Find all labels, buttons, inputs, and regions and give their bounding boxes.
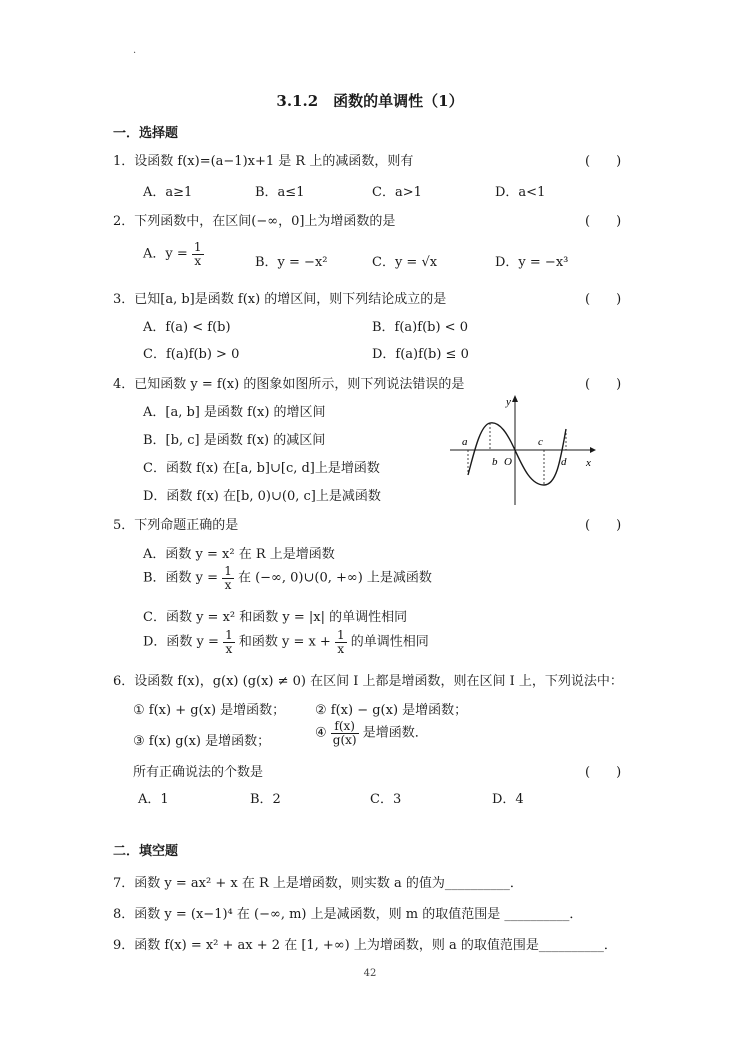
q3-option-c: C．f(a)f(b) > 0 xyxy=(143,347,240,362)
q2-option-b: B．y = −x² xyxy=(255,255,328,270)
q3-option-b: B．f(a)f(b) < 0 xyxy=(372,320,468,335)
q2-stem: 2．下列函数中，在区间(−∞，0]上为增函数的是 xyxy=(113,214,396,229)
fraction-numerator: 1 xyxy=(336,628,345,642)
q6-statement-3: ③ f(x) g(x) 是增函数； xyxy=(133,734,271,749)
q1-option-d: D．a<1 xyxy=(495,185,546,200)
q8-text: 8．函数 y = (x−1)⁴ 在 (−∞, m) 上是减函数，则 m 的取值范围是 __________． xyxy=(113,907,583,922)
q5-option-d-mid: 和函数 y = x + xyxy=(234,634,335,650)
page-number: 42 xyxy=(363,968,377,979)
q2-option-d: D．y = −x³ xyxy=(495,255,569,270)
fraction-numerator: 1 xyxy=(193,240,202,254)
q5-option-c: C．函数 y = x² 和函数 y = |x| 的单调性相同 xyxy=(143,610,408,625)
q2-option-c: C．y = √x xyxy=(372,255,438,270)
fraction-denominator: x xyxy=(194,253,202,268)
section-choice-title: 一．选择题 xyxy=(113,126,179,141)
scan-speck: · xyxy=(133,48,137,59)
q4-option-b: B．[b, c] 是函数 f(x) 的减区间 xyxy=(143,433,326,448)
q3-stem: 3．已知[a, b]是函数 f(x) 的增区间，则下列结论成立的是 xyxy=(113,292,447,307)
q5-option-d xyxy=(143,629,429,655)
section-fill-title: 二．填空题 xyxy=(113,844,179,859)
q5-option-b xyxy=(143,565,432,591)
q5-option-d-fraction-2 xyxy=(335,629,347,655)
q5-option-a: A．函数 y = x² 在 R 上是增函数 xyxy=(143,547,335,562)
fraction-numerator: 1 xyxy=(224,564,232,578)
q4-option-a: A．[a, b] 是函数 f(x) 的增区间 xyxy=(143,405,326,420)
q5-stem: 5．下列命题正确的是 xyxy=(113,518,239,533)
q5-option-b-prefix: B．函数 y = xyxy=(143,570,223,586)
q7-text: 7．函数 y = ax² + x 在 R 上是增函数，则实数 a 的值为__________． xyxy=(113,876,523,891)
q4-option-c: C．函数 f(x) 在[a, b]∪[c, d]上是增函数 xyxy=(143,461,380,476)
q9-text: 9．函数 f(x) = x² + ax + 2 在 [1, +∞) 上为增函数，则 a 的取值范围是__________． xyxy=(113,938,617,953)
q6-statement-4-prefix: ④ xyxy=(315,725,331,741)
q1-answer-paren: ( ) xyxy=(585,154,622,169)
fraction-denominator: g(x) xyxy=(332,732,357,747)
q2-option-a xyxy=(143,241,204,267)
q5-option-d-suffix: 的单调性相同 xyxy=(346,634,429,650)
q2-answer-paren: ( ) xyxy=(585,214,622,229)
q4-answer-paren: ( ) xyxy=(585,377,622,392)
q2-option-a-fraction xyxy=(192,241,204,267)
q6-option-d: D．4 xyxy=(492,792,524,807)
q1-option-b: B．a≤1 xyxy=(255,185,305,200)
graph-label-origin: O xyxy=(504,456,512,468)
graph-label-a: a xyxy=(462,436,468,448)
graph-label-b: b xyxy=(492,456,498,468)
graph-label-c: c xyxy=(538,436,543,448)
q1-option-c: C．a>1 xyxy=(372,185,422,200)
q2-option-a-prefix: A．y = xyxy=(143,246,192,262)
graph-label-d: d xyxy=(561,456,567,468)
q5-option-b-fraction xyxy=(222,565,234,591)
q5-answer-paren: ( ) xyxy=(585,518,622,533)
graph-label-x: x xyxy=(586,457,591,469)
graph-label-y: y xyxy=(506,396,511,408)
q3-answer-paren: ( ) xyxy=(585,292,622,307)
x-axis-arrow-icon xyxy=(590,447,596,453)
q6-option-b: B．2 xyxy=(250,792,281,807)
fraction-numerator: 1 xyxy=(225,628,233,642)
q6-statement-4-suffix: 是增函数． xyxy=(358,725,428,741)
q6-statement-2: ② f(x) − g(x) 是增函数； xyxy=(315,703,468,718)
q3-option-d: D．f(a)f(b) ≤ 0 xyxy=(372,347,469,362)
q6-option-c: C．3 xyxy=(370,792,402,807)
q4-function-graph xyxy=(448,393,598,508)
q5-option-b-suffix: 在 (−∞, 0)∪(0, +∞) 上是减函数 xyxy=(233,570,432,586)
q6-stem: 6．设函数 f(x)，g(x) (g(x) ≠ 0) 在区间 I 上都是增函数，则在区间 I 上，下列说法中： xyxy=(113,674,623,689)
y-axis-arrow-icon xyxy=(512,395,518,402)
q5-option-d-fraction-1 xyxy=(223,629,235,655)
function-curve xyxy=(468,423,566,485)
q4-stem: 4．已知函数 y = f(x) 的图象如图所示，则下列说法错误的是 xyxy=(113,377,465,392)
q3-option-a: A．f(a) < f(b) xyxy=(143,320,231,335)
fraction-denominator: x xyxy=(225,641,233,656)
q6-count-question: 所有正确说法的个数是 xyxy=(133,765,264,780)
q6-answer-paren: ( ) xyxy=(585,765,622,780)
q6-option-a: A．1 xyxy=(138,792,169,807)
page-title: 3.1.2 函数的单调性（1） xyxy=(276,92,464,110)
q6-statement-4 xyxy=(315,720,428,746)
q6-statement-4-fraction xyxy=(331,720,359,746)
fraction-denominator: x xyxy=(337,641,345,656)
q5-option-d-prefix: D．函数 y = xyxy=(143,634,224,650)
q1-option-a: A．a≥1 xyxy=(143,185,193,200)
fraction-numerator: f(x) xyxy=(331,720,359,734)
q1-stem: 1．设函数 f(x)=(a−1)x+1 是 R 上的减函数，则有 xyxy=(113,154,414,169)
q4-option-d: D．函数 f(x) 在[b, 0)∪(0, c]上是减函数 xyxy=(143,489,381,504)
fraction-denominator: x xyxy=(224,577,232,592)
q6-statement-1: ① f(x) + g(x) 是增函数； xyxy=(133,703,286,718)
